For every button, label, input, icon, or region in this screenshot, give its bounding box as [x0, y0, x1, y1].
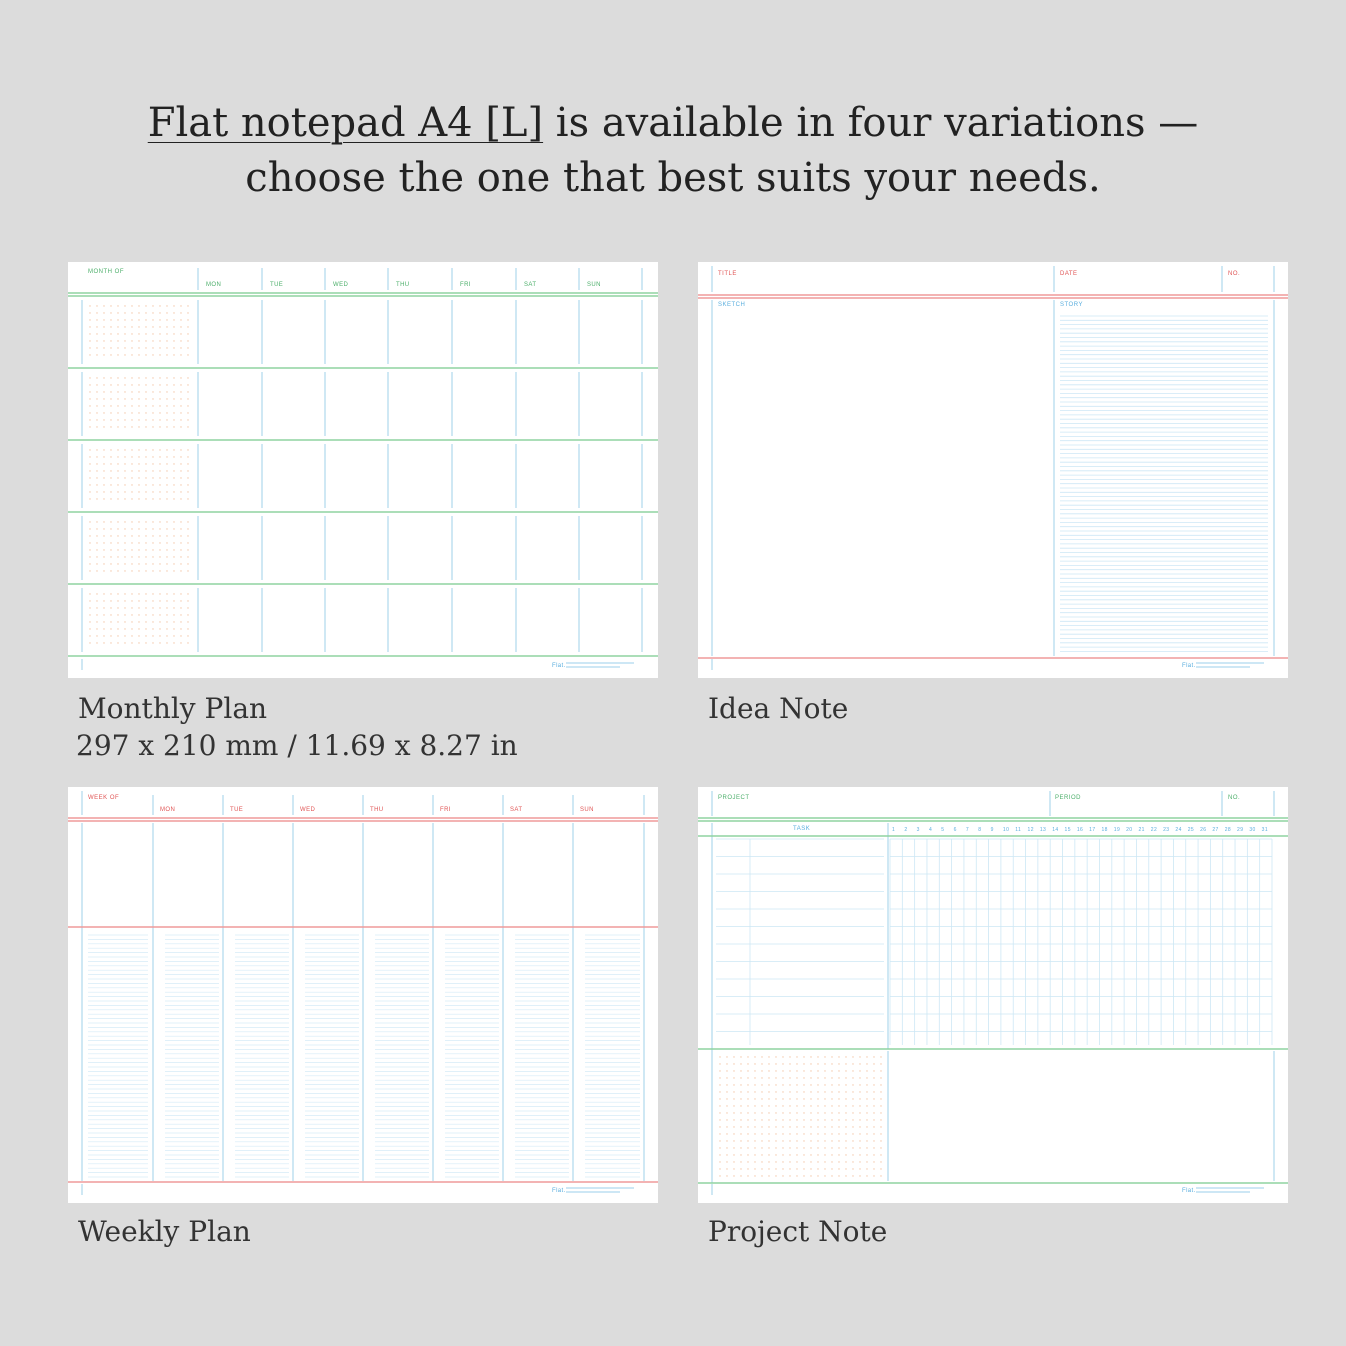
weekly-plan-preview[interactable]: [68, 787, 658, 1203]
weekday-label-fri: FRI: [460, 282, 471, 288]
weekly-plan-caption: [78, 1213, 251, 1250]
day-number-19: 19: [1113, 827, 1121, 833]
weekday-label-mon: MON: [160, 807, 176, 813]
day-number-22: 22: [1150, 827, 1158, 833]
idea-note-name: Idea Note: [708, 692, 849, 725]
weekday-label-thu: THU: [370, 807, 384, 813]
weekday-label-sun: SUN: [580, 807, 594, 813]
weekday-label-sun: SUN: [587, 282, 601, 288]
dot-grid: [89, 521, 188, 571]
idea-note-sheet: [698, 262, 1288, 678]
monthly-plan-name: Monthly Plan: [78, 692, 268, 725]
dot-grid: [89, 377, 188, 427]
title-label: TITLE: [718, 271, 737, 277]
day-number-6: 6: [953, 827, 957, 833]
day-number-14: 14: [1052, 827, 1059, 833]
day-number-30: 30: [1249, 827, 1256, 833]
day-number-17: 17: [1089, 827, 1096, 833]
day-number-25: 25: [1187, 827, 1195, 833]
day-number-16: 16: [1076, 827, 1084, 833]
weekly-plan-sheet: [68, 787, 658, 1203]
project-note-preview[interactable]: [698, 787, 1288, 1203]
day-number-26: 26: [1200, 827, 1207, 833]
month-of-label: MONTH OF: [88, 269, 124, 275]
day-number-27: 27: [1212, 827, 1219, 833]
headline-line-2: choose the one that best suits your needs.: [245, 155, 1101, 201]
day-number-18: 18: [1101, 827, 1108, 833]
date-label: DATE: [1060, 271, 1078, 277]
monthly-plan-size: 297 x 210 mm / 11.69 x 8.27 in: [76, 729, 518, 762]
day-number-13: 13: [1039, 827, 1047, 833]
day-number-8: 8: [978, 827, 982, 833]
brand-mark: Flat.: [552, 1188, 566, 1194]
project-label: PROJECT: [718, 795, 750, 801]
no-label: NO.: [1228, 271, 1241, 277]
idea-note-caption: [708, 690, 848, 727]
day-number-4: 4: [928, 827, 933, 833]
brand-mark: Flat.: [1182, 663, 1196, 669]
day-number-31: 31: [1261, 827, 1269, 833]
monthly-plan-caption: [78, 690, 518, 764]
weekly-plan-name: Weekly Plan: [78, 1215, 251, 1248]
weekday-label-mon: MON: [206, 282, 222, 288]
headline: [0, 96, 1346, 206]
weekday-label-sat: SAT: [510, 807, 523, 813]
dot-grid: [89, 449, 188, 499]
task-label: TASK: [793, 826, 811, 832]
day-number-29: 29: [1237, 827, 1244, 833]
headline-line-1-rest: is available in four variations —: [543, 100, 1199, 146]
weekday-label-wed: WED: [333, 282, 349, 288]
weekday-label-thu: THU: [396, 282, 410, 288]
weekday-label-sat: SAT: [524, 282, 537, 288]
day-number-1: 1: [892, 827, 896, 833]
dot-grid: [719, 1056, 881, 1176]
day-number-23: 23: [1163, 827, 1170, 833]
idea-note-preview[interactable]: [698, 262, 1288, 678]
dot-grid: [89, 593, 188, 643]
weekday-label-fri: FRI: [440, 807, 451, 813]
brand-mark: Flat.: [552, 663, 566, 669]
project-note-caption: [708, 1213, 887, 1250]
day-number-2: 2: [904, 827, 908, 833]
story-label: STORY: [1060, 302, 1083, 308]
monthly-plan-preview[interactable]: [68, 262, 658, 678]
weekday-label-tue: TUE: [270, 282, 284, 288]
product-link[interactable]: Flat notepad A4 [L]: [147, 100, 544, 146]
period-label: PERIOD: [1055, 795, 1082, 801]
day-number-12: 12: [1027, 827, 1034, 833]
weekday-label-tue: TUE: [230, 807, 244, 813]
day-number-5: 5: [941, 827, 945, 833]
day-number-15: 15: [1064, 827, 1071, 833]
day-number-20: 20: [1126, 827, 1133, 833]
weekday-label-wed: WED: [300, 807, 316, 813]
project-note-sheet: [698, 787, 1288, 1203]
day-number-11: 11: [1015, 827, 1022, 833]
day-number-10: 10: [1002, 827, 1010, 833]
monthly-plan-sheet: [68, 262, 658, 678]
dot-grid: [89, 305, 188, 355]
day-number-28: 28: [1224, 827, 1232, 833]
headline-line-1: [0, 96, 1346, 151]
day-number-7: 7: [965, 827, 970, 833]
day-number-24: 24: [1175, 827, 1182, 833]
project-note-name: Project Note: [708, 1215, 888, 1248]
brand-mark: Flat.: [1182, 1188, 1196, 1194]
sketch-label: SKETCH: [718, 302, 746, 308]
week-of-label: WEEK OF: [88, 795, 120, 801]
day-number-21: 21: [1138, 827, 1145, 833]
day-number-3: 3: [916, 827, 920, 833]
day-number-9: 9: [990, 827, 994, 833]
no-label: NO.: [1228, 795, 1241, 801]
